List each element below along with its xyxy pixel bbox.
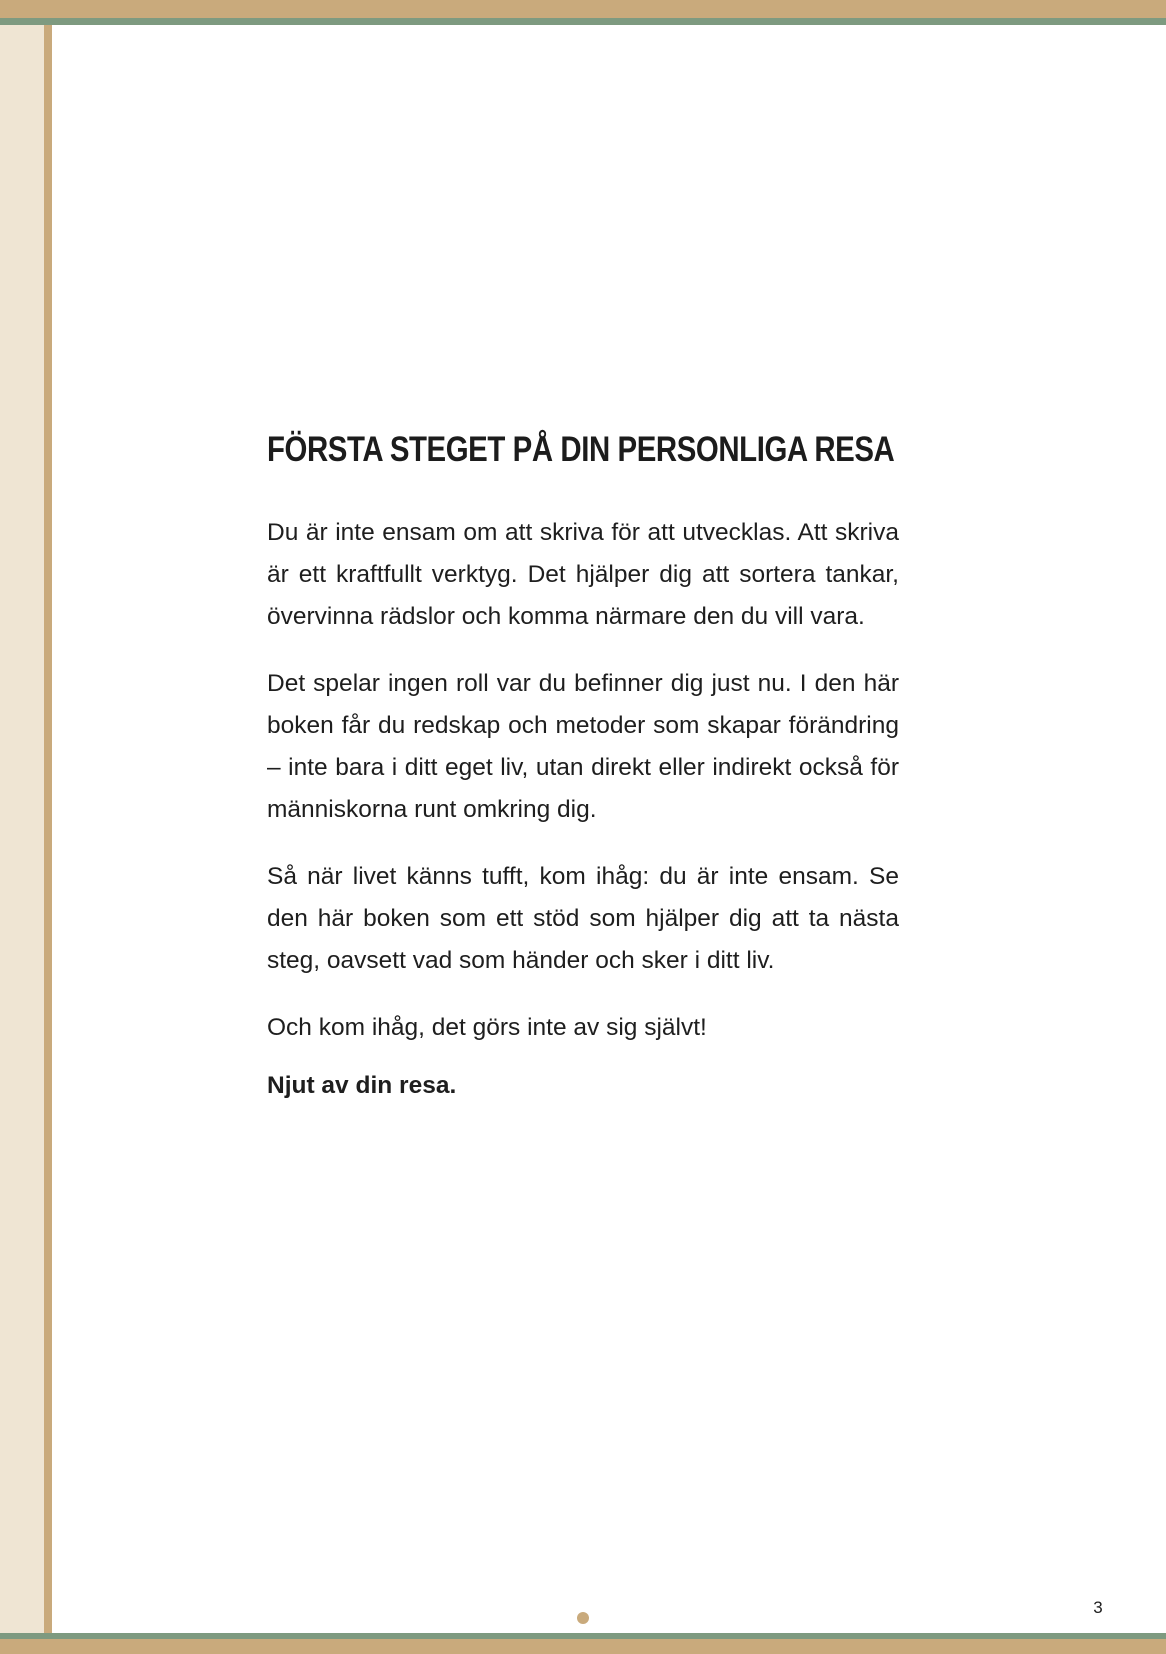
top-border-green [0,18,1166,25]
body-paragraph: Du är inte ensam om att skriva för att utvecklas. Att skriva är ett kraftfullt verktyg. Det hjälper dig att sortera tankar, övervinna rädslor och komma närmare den du vill vara. [267,519,899,630]
page-number: 3 [1093,1598,1103,1617]
left-margin-stripe [44,25,52,1633]
page-content [267,428,899,1107]
body-paragraph: Så när livet känns tufft, kom ihåg: du är inte ensam. Se den här boken som ett stöd som hjälper dig att ta nästa steg, oavsett vad som händer och sker i ditt liv. [267,863,899,974]
bottom-border-tan [0,1639,1166,1654]
left-margin-panel [0,25,44,1633]
body-paragraph: Det spelar ingen roll var du befinner dig just nu. I den här boken får du redskap och metoder som skapar förändring – inte bara i ditt eget liv, utan direkt eller indirekt också för människorna runt omkring dig. [267,670,899,823]
body-paragraph: Och kom ihåg, det görs inte av sig självt! [267,1014,707,1041]
page-title: FÖRSTA STEGET PÅ DIN PERSONLIGA RESA [267,430,895,469]
page-dot-ornament [577,1612,589,1624]
closing-line: Njut av din resa. [267,1072,457,1099]
top-border-tan [0,0,1166,18]
